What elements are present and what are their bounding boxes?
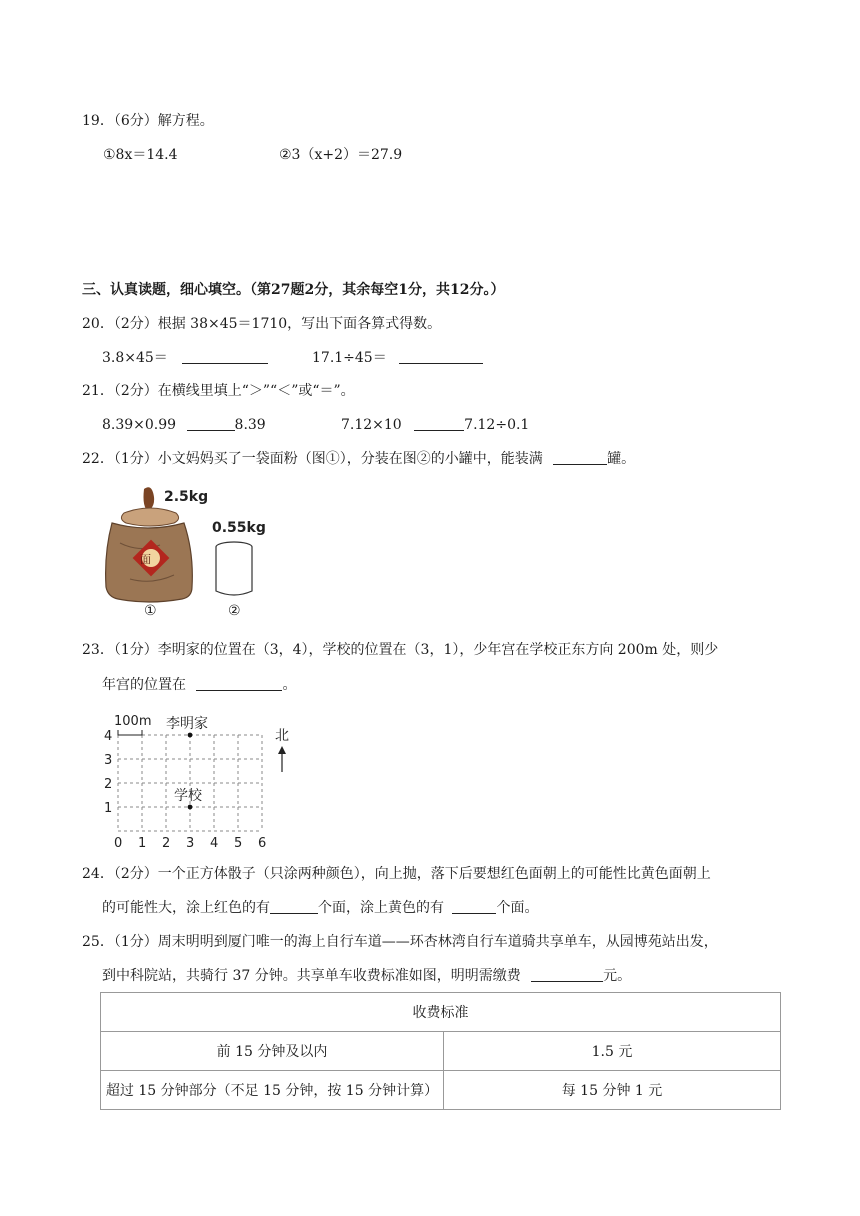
x-tick-2: 2 [162,836,171,851]
q24-line-2b: 个面，涂上黄色的有 [318,900,444,916]
north-arrowhead [278,746,286,754]
table-header-row [101,993,781,1032]
q22-answer-blank[interactable] [553,450,607,465]
q21-right-1: 8.39 [234,417,266,433]
q22-text [82,449,635,469]
bag-mark-text: 面 [140,553,151,566]
q24-answer-blank-yellow[interactable] [452,899,496,914]
home-point [188,733,193,738]
grid-lines [118,735,262,831]
q24-line-2a: 的可能性大，涂上红色的有 [102,900,270,916]
q20-answer-blank-1[interactable] [182,349,268,364]
q25-line-1: 25．（1分）周末明明到厦门唯一的海上自行车道——环杏林湾自行车道骑共享单车，从园博苑站出发， [82,934,718,950]
table-cell: 每 15 分钟 1 元 [444,1071,781,1110]
q21-comparison-1 [102,415,266,435]
school-point [188,805,193,810]
school-label: 学校 [174,788,202,804]
y-tick-4: 4 [104,729,113,744]
q21-left-1: 8.39×0.99 [102,417,177,433]
q24-line-2c: 个面。 [496,900,539,916]
position-grid-figure [100,706,300,852]
q25-line-2a: 到中科院站，共骑行 37 分钟。共享单车收费标准如图，明明需缴费 [102,968,521,984]
x-tick-3: 3 [186,836,195,851]
y-tick-2: 2 [104,777,113,792]
scale-label: 100m [114,714,152,729]
q21-comparison-2 [341,415,529,435]
q23-line-2a: 年宫的位置在 [102,677,186,693]
q21-left-2: 7.12×10 [341,417,402,433]
flour-and-jar-figure [100,483,280,625]
q23-line-1: 23．（1分）李明家的位置在（3，4），学校的位置在（3，1），少年宫在学校正东方向 200m 处，则少 [82,642,719,658]
bag-weight-label: 2.5kg [164,489,209,505]
q19-header: 19．（6分）解方程。 [82,113,214,129]
q20-answer-blank-2[interactable] [399,349,483,364]
jar-icon [216,542,252,595]
q25-answer-blank[interactable] [531,967,603,982]
bag-figure-label: ① [144,603,157,619]
y-tick-3: 3 [104,753,113,768]
q20-expr1-label: 3.8×45＝ [102,350,168,366]
q20-text: 20．（2分）根据 38×45＝1710，写出下面各算式得数。 [82,316,442,332]
q19-equation-1: ①8x＝14.4 [103,147,178,163]
table-row [101,1071,781,1110]
q23-line-2b: 。 [282,677,297,693]
q21-answer-blank-2[interactable] [414,416,464,431]
q24-answer-blank-red[interactable] [270,899,318,914]
x-tick-5: 5 [234,836,243,851]
table-cell: 前 15 分钟及以内 [101,1032,444,1071]
q20-expr2-label: 17.1÷45＝ [312,350,387,366]
q24-line-1: 24．（2分）一个正方体骰子（只涂两种颜色），向上抛，落下后要想红色面朝上的可能性比黄色面朝上 [82,866,711,882]
fee-standard-table [100,992,781,1110]
table-title: 收费标准 [101,993,781,1032]
jar-weight-label: 0.55kg [212,520,266,536]
y-tick-1: 1 [104,801,113,816]
table-cell: 1.5 元 [444,1032,781,1071]
q23-line-2 [102,675,296,695]
x-tick-1: 1 [138,836,147,851]
q19-equation-2: ②3（x+2）＝27.9 [279,147,403,163]
jar-figure-label: ② [228,603,241,619]
q20-expression-2 [312,348,483,368]
q21-right-2: 7.12÷0.1 [464,417,530,433]
table-cell: 超过 15 分钟部分（不足 15 分钟，按 15 分钟计算） [101,1071,444,1110]
q25-line-2 [102,966,631,986]
x-tick-0: 0 [114,836,123,851]
q22-question: 22．（1分）小文妈妈买了一袋面粉（图①），分装在图②的小罐中，能装满 [82,451,543,467]
q20-expression-1 [102,348,268,368]
q25-line-2b: 元。 [603,968,632,984]
q21-answer-blank-1[interactable] [187,416,235,431]
q21-text: 21．（2分）在横线里填上“＞”“＜”或“＝”。 [82,383,355,399]
q23-answer-blank[interactable] [196,676,282,691]
x-tick-6: 6 [258,836,267,851]
home-label: 李明家 [166,716,208,732]
scale-bracket [118,730,142,735]
section-3-title: 三、认真读题，细心填空。（第27题2分，其余每空1分，共12分。） [82,282,505,298]
table-row [101,1032,781,1071]
q22-tail: 罐。 [607,451,636,467]
q24-line-2 [102,898,538,918]
north-label: 北 [275,728,289,744]
x-tick-4: 4 [210,836,219,851]
